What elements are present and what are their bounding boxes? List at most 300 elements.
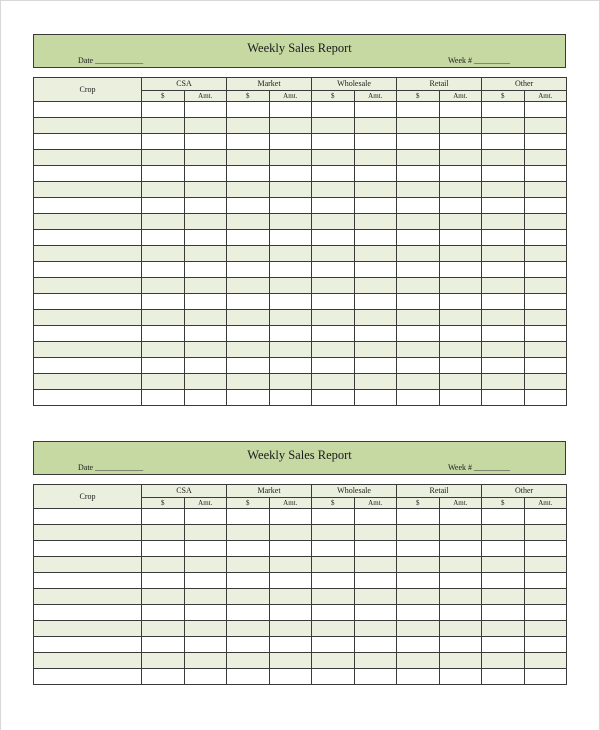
amount-entry-cell[interactable]: [439, 637, 482, 653]
amount-entry-cell[interactable]: [354, 182, 397, 198]
price-entry-cell[interactable]: [482, 326, 525, 342]
price-entry-cell[interactable]: [142, 653, 185, 669]
amount-entry-cell[interactable]: [439, 294, 482, 310]
price-entry-cell[interactable]: [142, 214, 185, 230]
price-entry-cell[interactable]: [312, 509, 355, 525]
amount-entry-cell[interactable]: [184, 589, 227, 605]
amount-entry-cell[interactable]: [184, 621, 227, 637]
price-entry-cell[interactable]: [312, 166, 355, 182]
price-entry-cell[interactable]: [227, 278, 270, 294]
price-entry-cell[interactable]: [142, 326, 185, 342]
amount-entry-cell[interactable]: [269, 605, 312, 621]
amount-entry-cell[interactable]: [439, 150, 482, 166]
price-entry-cell[interactable]: [142, 134, 185, 150]
amount-entry-cell[interactable]: [269, 358, 312, 374]
crop-entry-cell[interactable]: [34, 589, 142, 605]
price-entry-cell[interactable]: [227, 525, 270, 541]
amount-entry-cell[interactable]: [354, 390, 397, 406]
price-entry-cell[interactable]: [312, 102, 355, 118]
price-entry-cell[interactable]: [482, 262, 525, 278]
amount-entry-cell[interactable]: [439, 246, 482, 262]
price-entry-cell[interactable]: [312, 342, 355, 358]
price-entry-cell[interactable]: [312, 541, 355, 557]
price-entry-cell[interactable]: [397, 669, 440, 685]
price-entry-cell[interactable]: [142, 246, 185, 262]
crop-entry-cell[interactable]: [34, 637, 142, 653]
amount-entry-cell[interactable]: [269, 150, 312, 166]
amount-entry-cell[interactable]: [524, 102, 567, 118]
amount-entry-cell[interactable]: [439, 605, 482, 621]
price-entry-cell[interactable]: [142, 541, 185, 557]
amount-entry-cell[interactable]: [439, 509, 482, 525]
price-entry-cell[interactable]: [142, 310, 185, 326]
crop-entry-cell[interactable]: [34, 326, 142, 342]
price-entry-cell[interactable]: [482, 294, 525, 310]
amount-entry-cell[interactable]: [524, 246, 567, 262]
crop-entry-cell[interactable]: [34, 342, 142, 358]
price-entry-cell[interactable]: [227, 653, 270, 669]
price-entry-cell[interactable]: [227, 605, 270, 621]
amount-entry-cell[interactable]: [184, 198, 227, 214]
crop-entry-cell[interactable]: [34, 374, 142, 390]
amount-entry-cell[interactable]: [354, 310, 397, 326]
amount-entry-cell[interactable]: [354, 150, 397, 166]
amount-entry-cell[interactable]: [269, 374, 312, 390]
amount-entry-cell[interactable]: [184, 653, 227, 669]
amount-entry-cell[interactable]: [439, 653, 482, 669]
price-entry-cell[interactable]: [397, 134, 440, 150]
price-entry-cell[interactable]: [142, 342, 185, 358]
crop-entry-cell[interactable]: [34, 557, 142, 573]
amount-entry-cell[interactable]: [184, 166, 227, 182]
amount-entry-cell[interactable]: [269, 102, 312, 118]
amount-entry-cell[interactable]: [439, 621, 482, 637]
price-entry-cell[interactable]: [227, 134, 270, 150]
price-entry-cell[interactable]: [142, 374, 185, 390]
amount-entry-cell[interactable]: [269, 134, 312, 150]
price-entry-cell[interactable]: [227, 509, 270, 525]
price-entry-cell[interactable]: [312, 278, 355, 294]
amount-entry-cell[interactable]: [439, 134, 482, 150]
price-entry-cell[interactable]: [482, 230, 525, 246]
crop-entry-cell[interactable]: [34, 653, 142, 669]
amount-entry-cell[interactable]: [184, 246, 227, 262]
amount-entry-cell[interactable]: [524, 182, 567, 198]
amount-entry-cell[interactable]: [354, 589, 397, 605]
amount-entry-cell[interactable]: [184, 541, 227, 557]
amount-entry-cell[interactable]: [524, 669, 567, 685]
amount-entry-cell[interactable]: [269, 669, 312, 685]
amount-entry-cell[interactable]: [184, 374, 227, 390]
price-entry-cell[interactable]: [397, 198, 440, 214]
amount-entry-cell[interactable]: [354, 374, 397, 390]
amount-entry-cell[interactable]: [524, 573, 567, 589]
price-entry-cell[interactable]: [312, 557, 355, 573]
price-entry-cell[interactable]: [312, 294, 355, 310]
amount-entry-cell[interactable]: [184, 525, 227, 541]
price-entry-cell[interactable]: [397, 605, 440, 621]
amount-entry-cell[interactable]: [354, 653, 397, 669]
price-entry-cell[interactable]: [227, 358, 270, 374]
amount-entry-cell[interactable]: [184, 230, 227, 246]
amount-entry-cell[interactable]: [524, 557, 567, 573]
crop-entry-cell[interactable]: [34, 294, 142, 310]
price-entry-cell[interactable]: [227, 166, 270, 182]
amount-entry-cell[interactable]: [354, 509, 397, 525]
price-entry-cell[interactable]: [397, 374, 440, 390]
amount-entry-cell[interactable]: [524, 621, 567, 637]
amount-entry-cell[interactable]: [269, 637, 312, 653]
amount-entry-cell[interactable]: [269, 310, 312, 326]
crop-entry-cell[interactable]: [34, 214, 142, 230]
crop-entry-cell[interactable]: [34, 230, 142, 246]
date-field[interactable]: Date ____________: [78, 56, 144, 65]
price-entry-cell[interactable]: [482, 589, 525, 605]
amount-entry-cell[interactable]: [269, 589, 312, 605]
price-entry-cell[interactable]: [312, 198, 355, 214]
price-entry-cell[interactable]: [312, 358, 355, 374]
price-entry-cell[interactable]: [397, 621, 440, 637]
amount-entry-cell[interactable]: [184, 310, 227, 326]
amount-entry-cell[interactable]: [524, 278, 567, 294]
price-entry-cell[interactable]: [312, 182, 355, 198]
price-entry-cell[interactable]: [227, 573, 270, 589]
price-entry-cell[interactable]: [227, 374, 270, 390]
amount-entry-cell[interactable]: [439, 262, 482, 278]
price-entry-cell[interactable]: [227, 557, 270, 573]
amount-entry-cell[interactable]: [184, 278, 227, 294]
crop-entry-cell[interactable]: [34, 182, 142, 198]
price-entry-cell[interactable]: [227, 150, 270, 166]
amount-entry-cell[interactable]: [354, 342, 397, 358]
amount-entry-cell[interactable]: [184, 605, 227, 621]
price-entry-cell[interactable]: [482, 669, 525, 685]
amount-entry-cell[interactable]: [269, 326, 312, 342]
amount-entry-cell[interactable]: [354, 230, 397, 246]
price-entry-cell[interactable]: [397, 509, 440, 525]
price-entry-cell[interactable]: [312, 326, 355, 342]
amount-entry-cell[interactable]: [354, 605, 397, 621]
price-entry-cell[interactable]: [142, 118, 185, 134]
price-entry-cell[interactable]: [482, 541, 525, 557]
amount-entry-cell[interactable]: [354, 118, 397, 134]
price-entry-cell[interactable]: [142, 390, 185, 406]
price-entry-cell[interactable]: [142, 589, 185, 605]
amount-entry-cell[interactable]: [524, 230, 567, 246]
amount-entry-cell[interactable]: [439, 589, 482, 605]
price-entry-cell[interactable]: [227, 102, 270, 118]
price-entry-cell[interactable]: [312, 246, 355, 262]
amount-entry-cell[interactable]: [524, 653, 567, 669]
amount-entry-cell[interactable]: [269, 390, 312, 406]
amount-entry-cell[interactable]: [439, 557, 482, 573]
price-entry-cell[interactable]: [397, 102, 440, 118]
crop-entry-cell[interactable]: [34, 134, 142, 150]
price-entry-cell[interactable]: [227, 214, 270, 230]
price-entry-cell[interactable]: [227, 262, 270, 278]
price-entry-cell[interactable]: [482, 653, 525, 669]
price-entry-cell[interactable]: [312, 589, 355, 605]
amount-entry-cell[interactable]: [524, 166, 567, 182]
price-entry-cell[interactable]: [142, 102, 185, 118]
amount-entry-cell[interactable]: [354, 557, 397, 573]
price-entry-cell[interactable]: [397, 541, 440, 557]
price-entry-cell[interactable]: [142, 150, 185, 166]
amount-entry-cell[interactable]: [269, 182, 312, 198]
price-entry-cell[interactable]: [482, 637, 525, 653]
price-entry-cell[interactable]: [482, 150, 525, 166]
crop-entry-cell[interactable]: [34, 150, 142, 166]
price-entry-cell[interactable]: [227, 637, 270, 653]
price-entry-cell[interactable]: [482, 182, 525, 198]
price-entry-cell[interactable]: [142, 621, 185, 637]
amount-entry-cell[interactable]: [269, 262, 312, 278]
amount-entry-cell[interactable]: [354, 541, 397, 557]
amount-entry-cell[interactable]: [184, 390, 227, 406]
price-entry-cell[interactable]: [227, 310, 270, 326]
amount-entry-cell[interactable]: [269, 621, 312, 637]
amount-entry-cell[interactable]: [184, 358, 227, 374]
price-entry-cell[interactable]: [227, 182, 270, 198]
price-entry-cell[interactable]: [142, 262, 185, 278]
amount-entry-cell[interactable]: [439, 214, 482, 230]
price-entry-cell[interactable]: [482, 573, 525, 589]
price-entry-cell[interactable]: [142, 605, 185, 621]
price-entry-cell[interactable]: [227, 342, 270, 358]
price-entry-cell[interactable]: [312, 573, 355, 589]
amount-entry-cell[interactable]: [524, 214, 567, 230]
price-entry-cell[interactable]: [227, 326, 270, 342]
price-entry-cell[interactable]: [312, 214, 355, 230]
price-entry-cell[interactable]: [482, 358, 525, 374]
amount-entry-cell[interactable]: [184, 557, 227, 573]
amount-entry-cell[interactable]: [439, 118, 482, 134]
amount-entry-cell[interactable]: [354, 573, 397, 589]
amount-entry-cell[interactable]: [439, 358, 482, 374]
price-entry-cell[interactable]: [142, 637, 185, 653]
amount-entry-cell[interactable]: [439, 310, 482, 326]
amount-entry-cell[interactable]: [439, 669, 482, 685]
amount-entry-cell[interactable]: [269, 557, 312, 573]
crop-entry-cell[interactable]: [34, 310, 142, 326]
amount-entry-cell[interactable]: [524, 525, 567, 541]
amount-entry-cell[interactable]: [184, 509, 227, 525]
amount-entry-cell[interactable]: [354, 262, 397, 278]
price-entry-cell[interactable]: [482, 557, 525, 573]
amount-entry-cell[interactable]: [524, 637, 567, 653]
price-entry-cell[interactable]: [227, 294, 270, 310]
price-entry-cell[interactable]: [312, 150, 355, 166]
amount-entry-cell[interactable]: [354, 637, 397, 653]
crop-entry-cell[interactable]: [34, 118, 142, 134]
amount-entry-cell[interactable]: [439, 541, 482, 557]
amount-entry-cell[interactable]: [439, 166, 482, 182]
price-entry-cell[interactable]: [397, 294, 440, 310]
price-entry-cell[interactable]: [397, 342, 440, 358]
price-entry-cell[interactable]: [142, 573, 185, 589]
price-entry-cell[interactable]: [482, 621, 525, 637]
price-entry-cell[interactable]: [397, 150, 440, 166]
price-entry-cell[interactable]: [227, 198, 270, 214]
price-entry-cell[interactable]: [397, 358, 440, 374]
crop-entry-cell[interactable]: [34, 605, 142, 621]
price-entry-cell[interactable]: [227, 669, 270, 685]
price-entry-cell[interactable]: [142, 525, 185, 541]
amount-entry-cell[interactable]: [524, 118, 567, 134]
amount-entry-cell[interactable]: [524, 374, 567, 390]
amount-entry-cell[interactable]: [439, 230, 482, 246]
crop-entry-cell[interactable]: [34, 358, 142, 374]
amount-entry-cell[interactable]: [354, 214, 397, 230]
price-entry-cell[interactable]: [312, 605, 355, 621]
date-field[interactable]: Date ____________: [78, 463, 144, 472]
price-entry-cell[interactable]: [397, 525, 440, 541]
price-entry-cell[interactable]: [397, 166, 440, 182]
amount-entry-cell[interactable]: [269, 246, 312, 262]
amount-entry-cell[interactable]: [184, 262, 227, 278]
price-entry-cell[interactable]: [227, 621, 270, 637]
amount-entry-cell[interactable]: [354, 669, 397, 685]
price-entry-cell[interactable]: [397, 390, 440, 406]
price-entry-cell[interactable]: [482, 198, 525, 214]
amount-entry-cell[interactable]: [524, 262, 567, 278]
price-entry-cell[interactable]: [142, 182, 185, 198]
price-entry-cell[interactable]: [227, 118, 270, 134]
price-entry-cell[interactable]: [397, 278, 440, 294]
amount-entry-cell[interactable]: [439, 342, 482, 358]
amount-entry-cell[interactable]: [269, 294, 312, 310]
price-entry-cell[interactable]: [397, 262, 440, 278]
crop-entry-cell[interactable]: [34, 102, 142, 118]
amount-entry-cell[interactable]: [184, 637, 227, 653]
crop-entry-cell[interactable]: [34, 541, 142, 557]
price-entry-cell[interactable]: [312, 118, 355, 134]
price-entry-cell[interactable]: [482, 246, 525, 262]
price-entry-cell[interactable]: [482, 134, 525, 150]
price-entry-cell[interactable]: [482, 214, 525, 230]
price-entry-cell[interactable]: [397, 230, 440, 246]
price-entry-cell[interactable]: [227, 589, 270, 605]
amount-entry-cell[interactable]: [269, 118, 312, 134]
price-entry-cell[interactable]: [482, 118, 525, 134]
crop-entry-cell[interactable]: [34, 166, 142, 182]
amount-entry-cell[interactable]: [439, 525, 482, 541]
amount-entry-cell[interactable]: [354, 326, 397, 342]
amount-entry-cell[interactable]: [184, 150, 227, 166]
price-entry-cell[interactable]: [482, 278, 525, 294]
price-entry-cell[interactable]: [397, 310, 440, 326]
amount-entry-cell[interactable]: [269, 230, 312, 246]
crop-entry-cell[interactable]: [34, 198, 142, 214]
amount-entry-cell[interactable]: [439, 278, 482, 294]
amount-entry-cell[interactable]: [184, 342, 227, 358]
amount-entry-cell[interactable]: [269, 525, 312, 541]
price-entry-cell[interactable]: [482, 390, 525, 406]
amount-entry-cell[interactable]: [354, 102, 397, 118]
price-entry-cell[interactable]: [142, 278, 185, 294]
price-entry-cell[interactable]: [397, 589, 440, 605]
amount-entry-cell[interactable]: [524, 541, 567, 557]
price-entry-cell[interactable]: [227, 390, 270, 406]
price-entry-cell[interactable]: [312, 525, 355, 541]
amount-entry-cell[interactable]: [439, 573, 482, 589]
amount-entry-cell[interactable]: [184, 214, 227, 230]
price-entry-cell[interactable]: [312, 653, 355, 669]
amount-entry-cell[interactable]: [269, 342, 312, 358]
amount-entry-cell[interactable]: [269, 509, 312, 525]
amount-entry-cell[interactable]: [524, 150, 567, 166]
price-entry-cell[interactable]: [397, 637, 440, 653]
amount-entry-cell[interactable]: [354, 278, 397, 294]
price-entry-cell[interactable]: [397, 573, 440, 589]
price-entry-cell[interactable]: [312, 390, 355, 406]
amount-entry-cell[interactable]: [354, 166, 397, 182]
amount-entry-cell[interactable]: [524, 342, 567, 358]
amount-entry-cell[interactable]: [354, 358, 397, 374]
amount-entry-cell[interactable]: [354, 621, 397, 637]
amount-entry-cell[interactable]: [524, 198, 567, 214]
week-number-field[interactable]: Week # _________: [448, 463, 511, 472]
amount-entry-cell[interactable]: [439, 198, 482, 214]
crop-entry-cell[interactable]: [34, 621, 142, 637]
amount-entry-cell[interactable]: [439, 182, 482, 198]
price-entry-cell[interactable]: [227, 230, 270, 246]
amount-entry-cell[interactable]: [524, 310, 567, 326]
amount-entry-cell[interactable]: [184, 118, 227, 134]
amount-entry-cell[interactable]: [184, 134, 227, 150]
price-entry-cell[interactable]: [142, 166, 185, 182]
amount-entry-cell[interactable]: [524, 390, 567, 406]
crop-entry-cell[interactable]: [34, 246, 142, 262]
amount-entry-cell[interactable]: [524, 605, 567, 621]
amount-entry-cell[interactable]: [524, 589, 567, 605]
price-entry-cell[interactable]: [397, 326, 440, 342]
price-entry-cell[interactable]: [397, 118, 440, 134]
price-entry-cell[interactable]: [142, 669, 185, 685]
amount-entry-cell[interactable]: [354, 198, 397, 214]
amount-entry-cell[interactable]: [439, 102, 482, 118]
price-entry-cell[interactable]: [227, 541, 270, 557]
price-entry-cell[interactable]: [312, 134, 355, 150]
amount-entry-cell[interactable]: [184, 182, 227, 198]
price-entry-cell[interactable]: [397, 246, 440, 262]
amount-entry-cell[interactable]: [439, 374, 482, 390]
amount-entry-cell[interactable]: [354, 294, 397, 310]
amount-entry-cell[interactable]: [184, 294, 227, 310]
amount-entry-cell[interactable]: [354, 525, 397, 541]
amount-entry-cell[interactable]: [269, 653, 312, 669]
price-entry-cell[interactable]: [397, 182, 440, 198]
price-entry-cell[interactable]: [142, 294, 185, 310]
crop-entry-cell[interactable]: [34, 262, 142, 278]
amount-entry-cell[interactable]: [269, 214, 312, 230]
price-entry-cell[interactable]: [142, 198, 185, 214]
price-entry-cell[interactable]: [482, 342, 525, 358]
price-entry-cell[interactable]: [142, 230, 185, 246]
amount-entry-cell[interactable]: [269, 541, 312, 557]
amount-entry-cell[interactable]: [524, 509, 567, 525]
week-number-field[interactable]: Week # _________: [448, 56, 511, 65]
amount-entry-cell[interactable]: [524, 358, 567, 374]
price-entry-cell[interactable]: [482, 310, 525, 326]
price-entry-cell[interactable]: [312, 374, 355, 390]
price-entry-cell[interactable]: [142, 509, 185, 525]
amount-entry-cell[interactable]: [524, 294, 567, 310]
amount-entry-cell[interactable]: [269, 278, 312, 294]
amount-entry-cell[interactable]: [354, 134, 397, 150]
amount-entry-cell[interactable]: [269, 573, 312, 589]
crop-entry-cell[interactable]: [34, 390, 142, 406]
